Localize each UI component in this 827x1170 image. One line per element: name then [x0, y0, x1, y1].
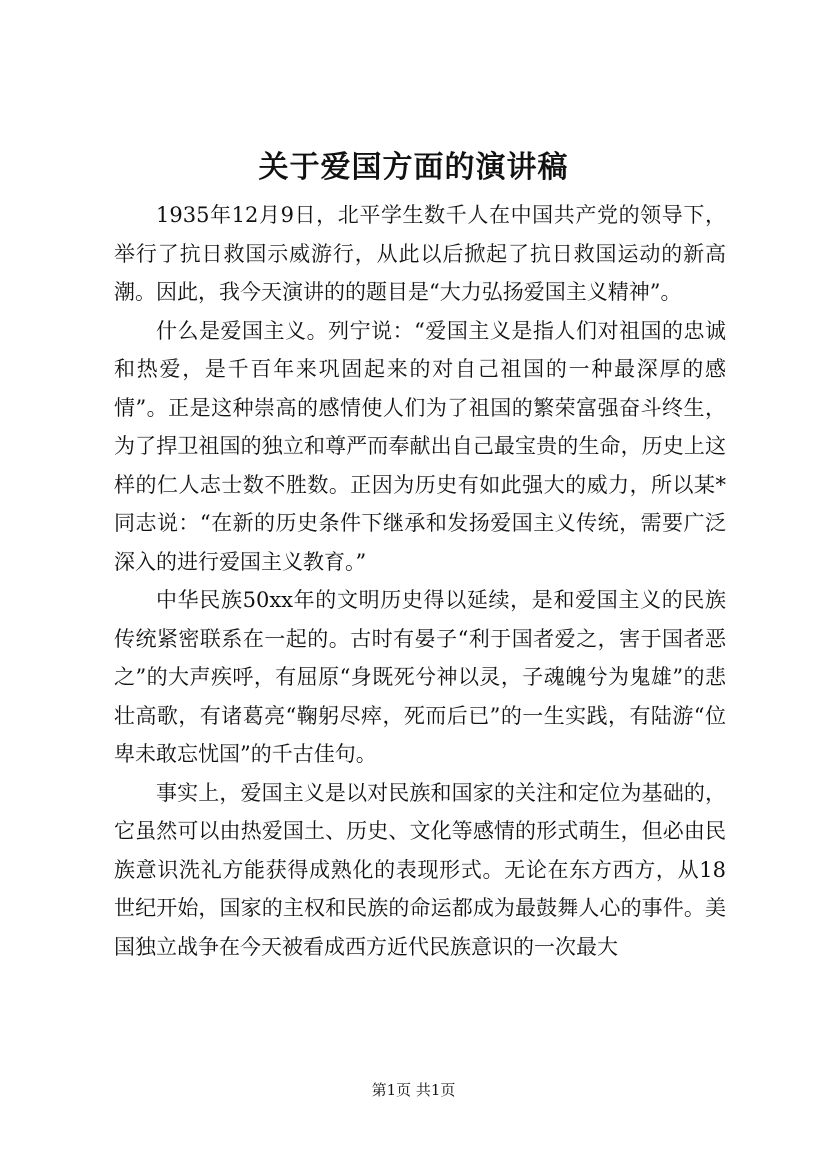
document-title: 关于爱国方面的演讲稿 — [258, 150, 569, 185]
page-footer: 第1页 共1页 — [371, 1081, 456, 1099]
paragraph-2: 什么是爱国主义。列宁说：“爱国主义是指人们对祖国的忠诚和热爱，是千百年来巩固起来的对自己祖国的一种最深厚的感情”。正是这种崇高的感情使人们为了祖国的繁荣富强奋斗终生，为了捍卫祖国的独立和尊严而奉献出自己最宝贵的生命，历史上这样的仁人志士数不胜数。正因为历史有如此强大的威力，所以某*同志说：“在新的历史条件下继承和发扬爱国主义传统，需要广泛深入的进行爱国主义教育。” — [114, 318, 726, 574]
paragraph-4: 事实上，爱国主义是以对民族和国家的关注和定位为基础的，它虽然可以由热爱国土、历史、文化等感情的形式萌生，但必由民族意识洗礼方能获得成熟化的表现形式。无论在东方西方，从18世纪开始，国家的主权和民族的命运都成为最鼓舞人心的事件。美国独立战争在今天被看成西方近代民族意识的一次最大 — [114, 780, 726, 959]
paragraph-1: 1935年12月9日，北平学生数千人在中国共产党的领导下，举行了抗日救国示威游行，从此以后掀起了抗日救国运动的新高潮。因此，我今天演讲的的题目是“大力弘扬爱国主义精神”。 — [114, 203, 726, 304]
document-body — [114, 196, 726, 966]
paragraph-3: 中华民族50xx年的文明历史得以延续，是和爱国主义的民族传统紧密联系在一起的。古时有晏子“利于国者爱之，害于国者恶之”的大声疾呼，有屈原“身既死兮神以灵，子魂魄兮为鬼雄”的悲壮高歌，有诸葛亮“鞠躬尽瘁，死而后已”的一生实践，有陆游“位卑未敢忘忧国”的千古佳句。 — [114, 588, 726, 766]
